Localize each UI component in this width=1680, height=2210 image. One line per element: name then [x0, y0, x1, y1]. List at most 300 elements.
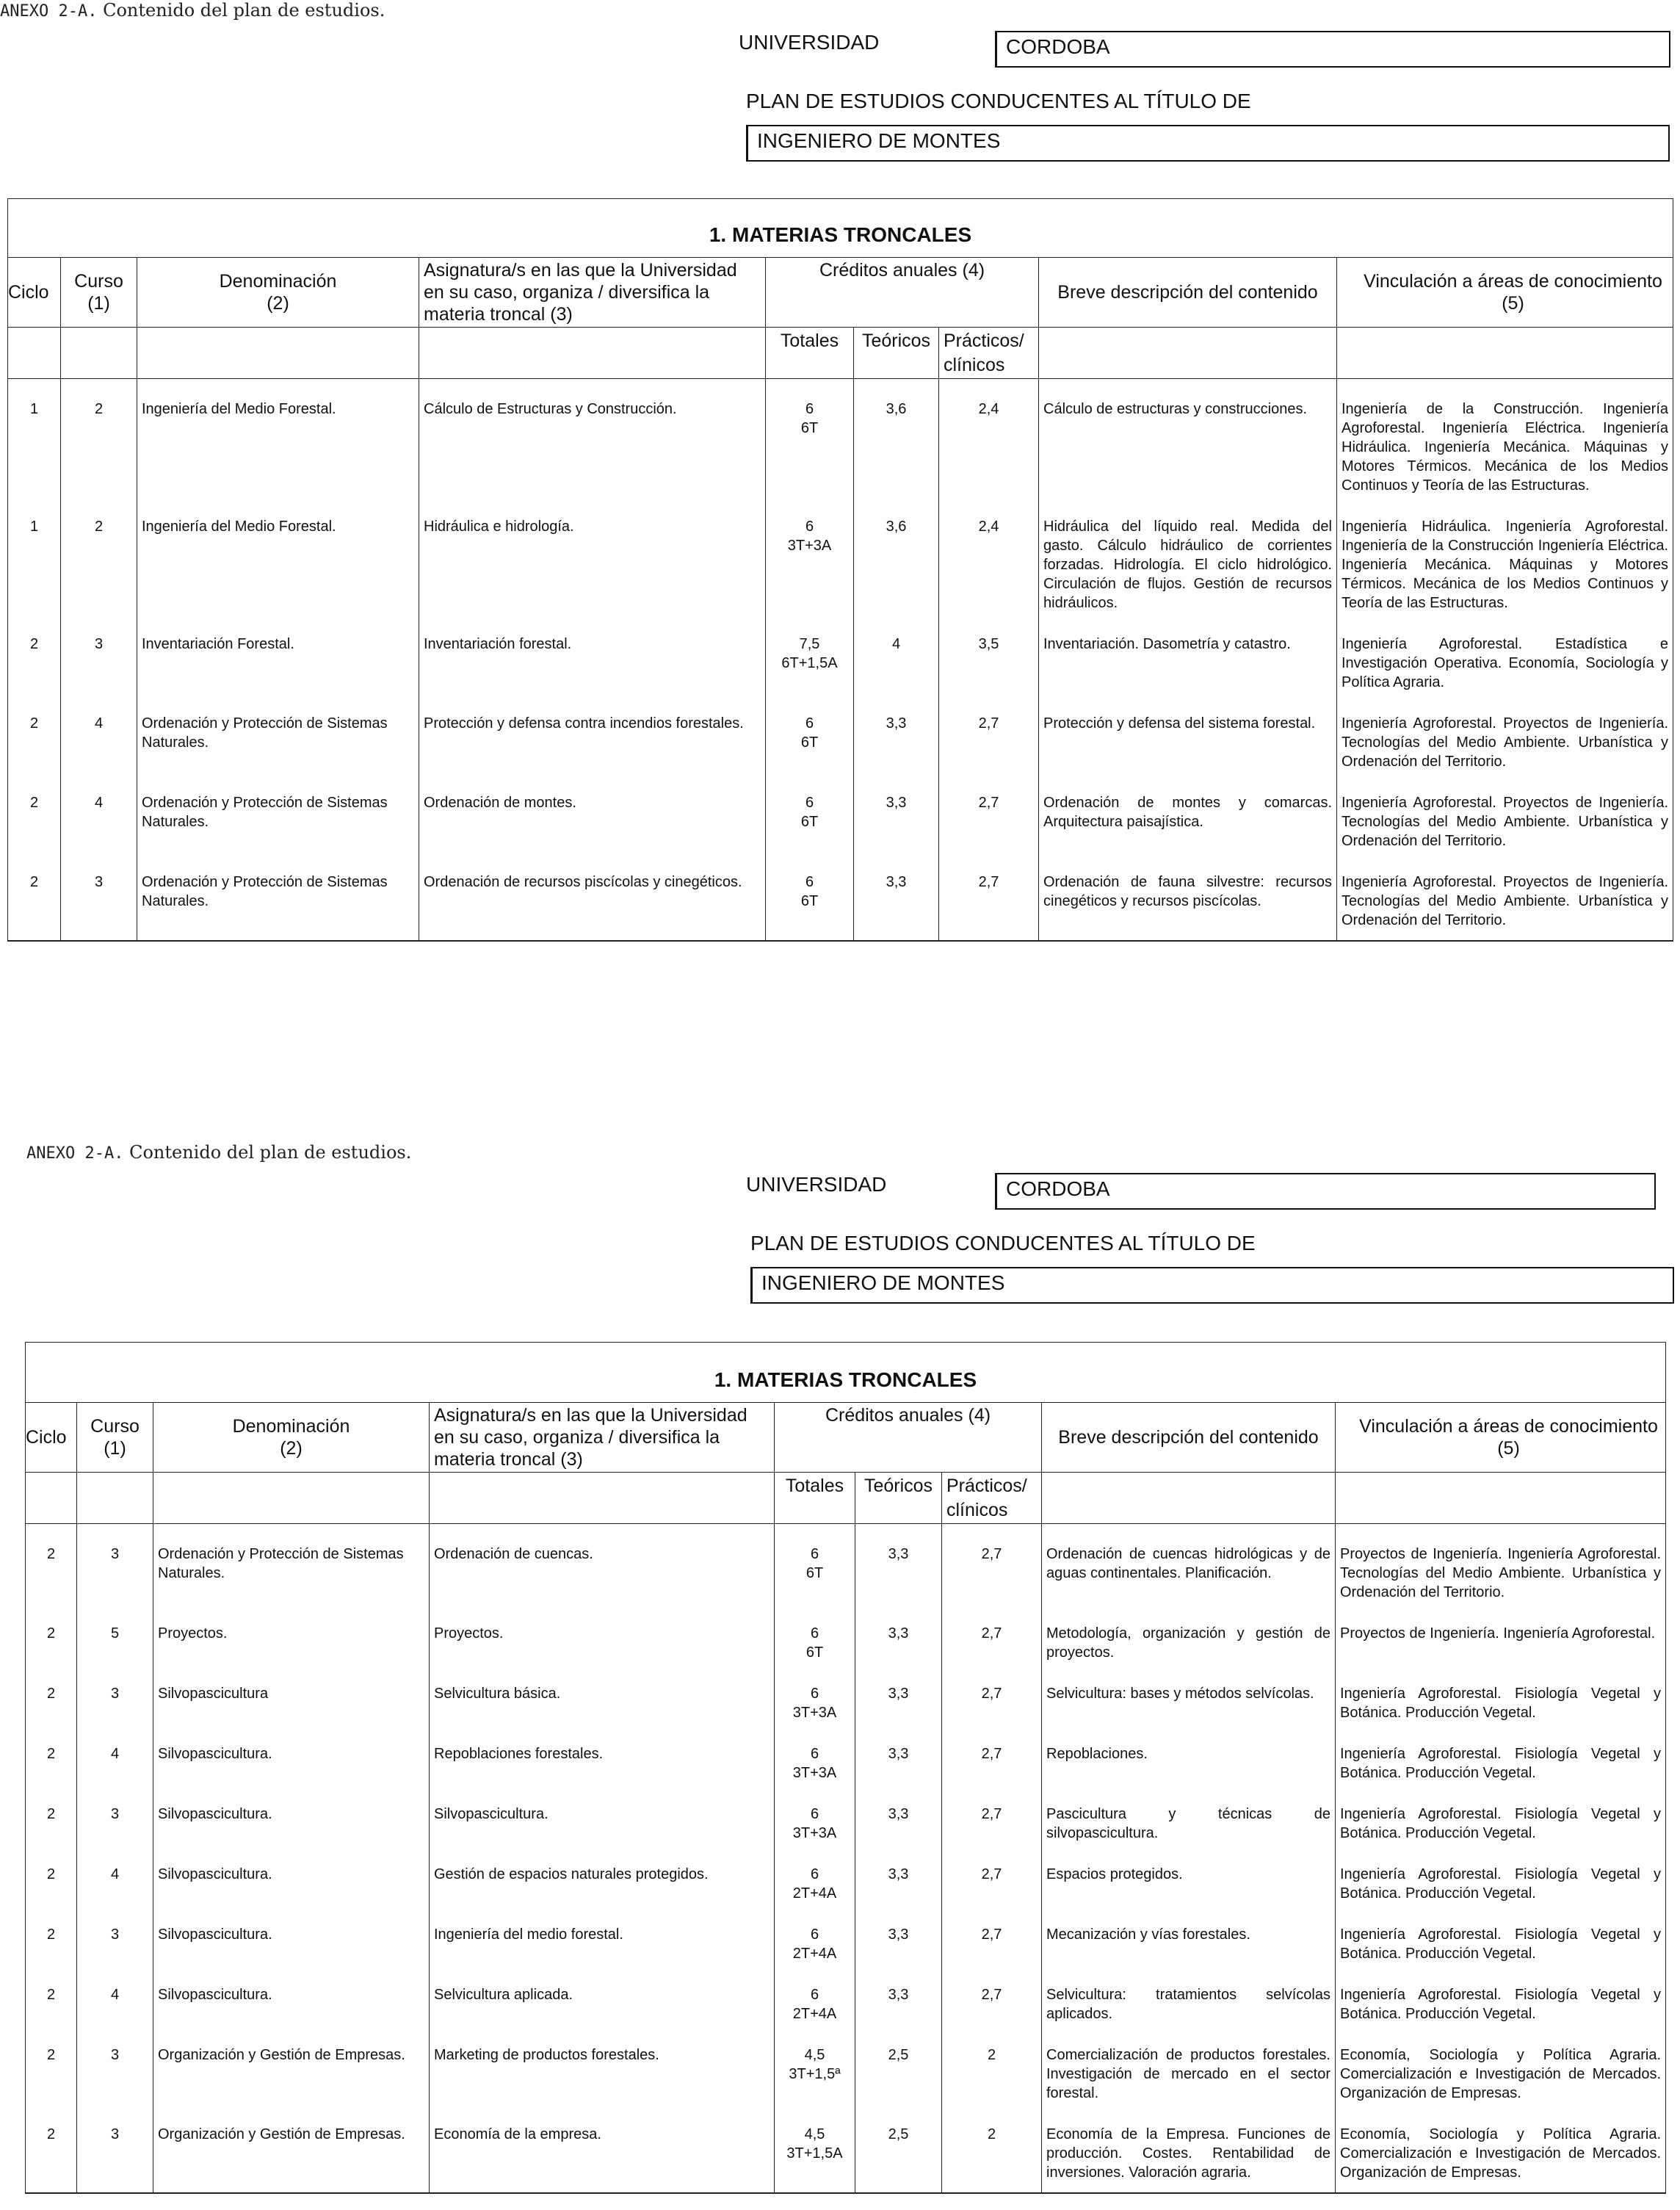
cell-curso [61, 379, 137, 506]
cell-practicos-practicos: 2,7 [981, 1546, 1002, 1562]
table-row [8, 379, 1673, 506]
cell-vinculacion-vinculacion: Ingeniería Agroforestal. Fisiología Vegetal y Botánica. Producción Vegetal. [1340, 1686, 1662, 1721]
cell-ciclo [8, 379, 61, 506]
cell-descripcion [1039, 702, 1337, 781]
cell-asignatura [430, 1733, 775, 1793]
cell-vinculacion [1336, 1672, 1666, 1733]
cell-ciclo [8, 623, 61, 702]
cell-denominacion-denominacion: Organización y Gestión de Empresas. [158, 2126, 405, 2142]
cell-ciclo [8, 505, 61, 623]
universidad-label: UNIVERSIDAD [739, 31, 880, 54]
cell-denominacion [137, 505, 419, 623]
cell-descripcion-descripcion: Espacios protegidos. [1046, 1866, 1183, 1882]
cell-curso-curso: 4 [110, 1866, 120, 1882]
cell-vinculacion [1336, 2034, 1666, 2113]
plan-label: PLAN DE ESTUDIOS CONDUCENTES AL TÍTULO DE [750, 1232, 1256, 1254]
cell-totales [766, 505, 854, 623]
cell-teoricos [855, 1672, 942, 1733]
cell-descripcion [1042, 1672, 1336, 1733]
table-row [8, 781, 1673, 861]
cell-asignatura-asignatura: Ordenación de montes. [424, 795, 576, 811]
cell-descripcion-descripcion: Selvicultura: bases y métodos selvícolas. [1046, 1686, 1314, 1702]
cell-ciclo-ciclo: 2 [46, 1806, 56, 1822]
cell-teoricos [855, 2034, 942, 2113]
cell-vinculacion-vinculacion: Ingeniería Agroforestal. Estadística e Investigación Operativa. Economía, Sociología y Política Agraria. [1342, 636, 1669, 690]
cell-practicos-practicos: 2,4 [978, 519, 999, 535]
cell-vinculacion [1336, 1524, 1666, 1613]
cell-denominacion-denominacion: Silvopascicultura. [158, 1987, 272, 2003]
cell-ciclo-ciclo: 2 [29, 636, 39, 652]
annex-text: Contenido del plan de estudios. [103, 0, 385, 21]
header-practicos: Prácticos/ clínicos [939, 328, 1039, 379]
materias-troncales-table [25, 1342, 1666, 2194]
cell-denominacion-denominacion: Ordenación y Protección de Sistemas Naturales. [158, 1546, 404, 1581]
cell-practicos-practicos: 3,5 [978, 636, 999, 652]
cell-ciclo-ciclo: 2 [46, 1686, 56, 1702]
cell-denominacion-denominacion: Silvopascicultura. [158, 1866, 272, 1882]
cell-ciclo [8, 781, 61, 861]
cell-ciclo [26, 1793, 77, 1853]
cell-ciclo-ciclo: 2 [46, 1546, 56, 1562]
cell-denominacion [153, 1793, 430, 1853]
cell-practicos-practicos: 2,7 [981, 1926, 1002, 1943]
cell-ciclo-ciclo: 2 [29, 874, 39, 890]
cell-descripcion [1039, 505, 1337, 623]
cell-teoricos-teoricos: 3,3 [886, 715, 907, 732]
cell-totales-totales-detail: 6T [805, 1565, 824, 1581]
header-vinculacion: Vinculación a áreas de conocimiento (5) [1337, 258, 1673, 328]
cell-practicos-practicos: 2 [987, 2126, 996, 2142]
cell-descripcion [1042, 1524, 1336, 1613]
cell-denominacion [153, 1733, 430, 1793]
cell-totales-totales: 6 [810, 1926, 819, 1943]
universidad-label: UNIVERSIDAD [746, 1173, 887, 1196]
cell-totales [775, 1672, 855, 1733]
cell-descripcion-descripcion: Ordenación de fauna silvestre: recursos cinegéticos y recursos piscícolas. [1043, 874, 1332, 909]
table-row [26, 1524, 1666, 1613]
cell-denominacion [153, 2113, 430, 2193]
cell-teoricos [854, 623, 939, 702]
cell-totales [775, 2113, 855, 2193]
cell-curso [77, 2034, 153, 2113]
cell-practicos-practicos: 2,7 [978, 715, 999, 732]
cell-practicos-practicos: 2,7 [981, 1866, 1002, 1882]
cell-practicos-practicos: 2,7 [978, 795, 999, 811]
cell-curso [77, 2113, 153, 2193]
table-row [26, 1793, 1666, 1853]
cell-descripcion-descripcion: Metodología, organización y gestión de proyectos. [1046, 1625, 1330, 1661]
cell-denominacion-denominacion: Inventariación Forestal. [142, 636, 294, 652]
cell-practicos [939, 623, 1039, 702]
header-curso: Curso (1) [77, 1403, 153, 1473]
cell-totales-totales: 6 [810, 1546, 819, 1562]
cell-denominacion [137, 379, 419, 506]
cell-teoricos [854, 781, 939, 861]
cell-descripcion [1042, 1612, 1336, 1672]
cell-descripcion-descripcion: Economía de la Empresa. Funciones de producción. Costes. Rentabilidad de inversiones. Valoración agraria. [1046, 2126, 1330, 2181]
cell-totales-totales: 4,5 [804, 2126, 825, 2142]
cell-descripcion [1039, 379, 1337, 506]
cell-ciclo-ciclo: 2 [46, 1866, 56, 1882]
cell-vinculacion-vinculacion: Ingeniería Agroforestal. Proyectos de Ingeniería. Tecnologías del Medio Ambiente. Urbanística y Ordenación del Territorio. [1342, 715, 1669, 770]
cell-asignatura [419, 781, 766, 861]
cell-practicos [942, 1733, 1042, 1793]
cell-asignatura [430, 1672, 775, 1733]
cell-ciclo-ciclo: 2 [46, 1625, 56, 1642]
header-curso: Curso (1) [61, 258, 137, 328]
cell-asignatura [430, 2034, 775, 2113]
cell-teoricos [855, 1524, 942, 1613]
cell-denominacion [153, 1853, 430, 1913]
cell-vinculacion [1337, 623, 1673, 702]
cell-totales-totales-detail: 6T [800, 893, 819, 909]
cell-teoricos [855, 1913, 942, 1974]
cell-ciclo [26, 2034, 77, 2113]
cell-teoricos-teoricos: 4 [891, 636, 901, 652]
cell-practicos [942, 2113, 1042, 2193]
cell-vinculacion-vinculacion: Economía, Sociología y Política Agraria. Comercialización e Investigación de Mercados. Organización de Empresas. [1340, 2126, 1662, 2181]
cell-denominacion-denominacion: Silvopascicultura. [158, 1806, 272, 1822]
cell-asignatura-asignatura: Inventariación forestal. [424, 636, 572, 652]
cell-asignatura-asignatura: Selvicultura básica. [434, 1686, 561, 1702]
cell-descripcion-descripcion: Selvicultura: tratamientos selvícolas aplicados. [1046, 1987, 1330, 2022]
cell-descripcion-descripcion: Comercialización de productos forestales. Investigación de mercado en el sector forestal. [1046, 2047, 1330, 2101]
cell-totales-totales: 6 [805, 874, 814, 890]
cell-descripcion [1039, 861, 1337, 941]
table-row [8, 702, 1673, 781]
cell-practicos-practicos: 2,4 [978, 401, 999, 417]
cell-descripcion [1042, 1793, 1336, 1853]
cell-curso-curso: 3 [110, 1806, 120, 1822]
cell-totales-totales-detail: 6T+1,5A [781, 655, 838, 671]
cell-curso [61, 702, 137, 781]
cell-curso [77, 1672, 153, 1733]
cell-teoricos [855, 1853, 942, 1913]
cell-totales-totales-detail: 3T+1,5A [786, 2145, 843, 2162]
cell-practicos [942, 1524, 1042, 1613]
cell-totales-totales: 6 [810, 1686, 819, 1702]
cell-denominacion [153, 2034, 430, 2113]
cell-totales [775, 1913, 855, 1974]
cell-denominacion-denominacion: Proyectos. [158, 1625, 228, 1642]
cell-asignatura-asignatura: Ordenación de recursos piscícolas y cinegéticos. [424, 874, 742, 890]
cell-asignatura [430, 1974, 775, 2034]
cell-denominacion [153, 1524, 430, 1613]
table-row [8, 623, 1673, 702]
cell-totales-totales: 4,5 [804, 2047, 825, 2063]
cell-curso-curso: 3 [94, 874, 104, 890]
cell-vinculacion-vinculacion: Ingeniería Agroforestal. Proyectos de Ingeniería. Tecnologías del Medio Ambiente. Urbanística y Ordenación del Territorio. [1342, 795, 1669, 849]
table-row [26, 1853, 1666, 1913]
table-row [26, 1974, 1666, 2034]
cell-vinculacion [1336, 1913, 1666, 1974]
cell-asignatura-asignatura: Economía de la empresa. [434, 2126, 601, 2142]
cell-asignatura [430, 1853, 775, 1913]
cell-teoricos [854, 702, 939, 781]
cell-ciclo-ciclo: 2 [29, 795, 39, 811]
cell-curso [77, 1974, 153, 2034]
document-page-1 [0, 0, 1680, 1080]
cell-totales [766, 702, 854, 781]
cell-teoricos-teoricos: 3,6 [886, 519, 907, 535]
cell-asignatura-asignatura: Hidráulica e hidrología. [424, 519, 574, 535]
cell-totales-totales-detail: 2T+4A [792, 1946, 837, 1962]
cell-practicos [942, 1793, 1042, 1853]
cell-teoricos [855, 1733, 942, 1793]
cell-vinculacion [1336, 2113, 1666, 2193]
cell-denominacion-denominacion: Silvopascicultura [158, 1686, 269, 1702]
cell-totales-totales: 6 [810, 1806, 819, 1822]
cell-practicos [942, 1853, 1042, 1913]
cell-totales-totales: 6 [805, 519, 814, 535]
cell-denominacion [137, 781, 419, 861]
cell-asignatura [430, 1524, 775, 1613]
cell-denominacion-denominacion: Ingeniería del Medio Forestal. [142, 519, 336, 535]
cell-practicos-practicos: 2,7 [981, 1987, 1002, 2003]
cell-ciclo [8, 702, 61, 781]
cell-denominacion [153, 1612, 430, 1672]
cell-curso-curso: 4 [94, 715, 104, 732]
cell-vinculacion-vinculacion: Ingeniería de la Construcción. Ingeniería Agroforestal. Ingeniería Eléctrica. Ingeniería Hidráulica. Ingeniería Mecánica. Máquinas y Motores Térmicos. Mecánica de los Medios Continuos y Teoría de las Estructuras. [1342, 401, 1669, 494]
cell-teoricos [855, 1612, 942, 1672]
cell-vinculacion [1336, 1793, 1666, 1853]
cell-curso-curso: 3 [110, 2047, 120, 2063]
cell-asignatura [419, 379, 766, 506]
cell-curso-curso: 4 [94, 795, 104, 811]
materias-troncales-table [7, 198, 1673, 942]
cell-ciclo [26, 1612, 77, 1672]
cell-curso-curso: 2 [94, 519, 104, 535]
cell-totales-totales-detail: 3T+1,5ª [789, 2066, 841, 2082]
cell-totales-totales-detail: 6T [800, 420, 819, 436]
cell-teoricos-teoricos: 3,3 [886, 874, 907, 890]
cell-asignatura-asignatura: Cálculo de Estructuras y Construcción. [424, 401, 677, 417]
cell-vinculacion-vinculacion: Ingeniería Agroforestal. Proyectos de Ingeniería. Tecnologías del Medio Ambiente. Urbanística y Ordenación del Territorio. [1342, 874, 1669, 928]
cell-descripcion [1042, 1974, 1336, 2034]
cell-totales [775, 1733, 855, 1793]
cell-asignatura [419, 861, 766, 941]
table-row [26, 1733, 1666, 1793]
cell-curso-curso: 4 [110, 1987, 120, 2003]
cell-vinculacion-vinculacion: Proyectos de Ingeniería. Ingeniería Agroforestal. Tecnologías del Medio Ambiente. Urbanística y Ordenación del Territorio. [1340, 1546, 1662, 1600]
cell-teoricos-teoricos: 2,5 [888, 2047, 909, 2063]
cell-ciclo [8, 861, 61, 941]
cell-ciclo-ciclo: 2 [29, 715, 39, 732]
cell-curso [77, 1913, 153, 1974]
cell-ciclo [26, 1974, 77, 2034]
annex-heading [0, 0, 385, 21]
cell-denominacion [153, 1974, 430, 2034]
cell-teoricos-teoricos: 3,3 [888, 1746, 909, 1762]
cell-teoricos-teoricos: 3,3 [888, 1686, 909, 1702]
cell-denominacion [137, 861, 419, 941]
cell-curso [77, 1793, 153, 1853]
header-creditos: Créditos anuales (4) [775, 1403, 1042, 1473]
cell-descripcion [1042, 2034, 1336, 2113]
cell-curso-curso: 3 [110, 1926, 120, 1943]
table-row [26, 1672, 1666, 1733]
cell-totales-totales-detail: 2T+4A [792, 1885, 837, 1902]
cell-ciclo [26, 1672, 77, 1733]
cell-denominacion-denominacion: Ingeniería del Medio Forestal. [142, 401, 336, 417]
cell-descripcion-descripcion: Protección y defensa del sistema forestal. [1043, 715, 1316, 732]
cell-practicos-practicos: 2,7 [981, 1806, 1002, 1822]
cell-descripcion-descripcion: Inventariación. Dasometría y catastro. [1043, 636, 1291, 652]
cell-asignatura-asignatura: Gestión de espacios naturales protegidos. [434, 1866, 709, 1882]
plan-label: PLAN DE ESTUDIOS CONDUCENTES AL TÍTULO DE [746, 90, 1251, 112]
cell-denominacion-denominacion: Organización y Gestión de Empresas. [158, 2047, 405, 2063]
cell-asignatura-asignatura: Ordenación de cuencas. [434, 1546, 593, 1562]
cell-vinculacion [1336, 1733, 1666, 1793]
header-creditos: Créditos anuales (4) [766, 258, 1039, 328]
cell-ciclo-ciclo: 1 [29, 519, 39, 535]
document-page-2 [0, 1142, 1680, 2210]
header-descripcion: Breve descripción del contenido [1039, 258, 1337, 328]
cell-teoricos-teoricos: 3,3 [888, 1806, 909, 1822]
cell-teoricos [854, 505, 939, 623]
cell-totales-totales: 6 [810, 1987, 819, 2003]
cell-descripcion [1042, 1733, 1336, 1793]
cell-totales-totales: 6 [810, 1866, 819, 1882]
cell-teoricos-teoricos: 3,3 [888, 1546, 909, 1562]
header-asignatura: Asignatura/s en las que la Universidad en su caso, organiza / diversifica la materia troncal (3) [419, 258, 766, 328]
cell-practicos [942, 2034, 1042, 2113]
cell-practicos-practicos: 2,7 [978, 874, 999, 890]
cell-asignatura [430, 1913, 775, 1974]
section-title: 1. MATERIAS TRONCALES [26, 1343, 1666, 1403]
header-teoricos: Teóricos [855, 1473, 942, 1524]
cell-totales [766, 781, 854, 861]
cell-teoricos-teoricos: 3,3 [888, 1987, 909, 2003]
cell-vinculacion [1337, 379, 1673, 506]
cell-asignatura [430, 1793, 775, 1853]
cell-totales-totales: 6 [810, 1746, 819, 1762]
table-row [8, 861, 1673, 941]
header-descripcion: Breve descripción del contenido [1042, 1403, 1336, 1473]
cell-asignatura-asignatura: Marketing de productos forestales. [434, 2047, 659, 2063]
cell-vinculacion-vinculacion: Ingeniería Agroforestal. Fisiología Vegetal y Botánica. Producción Vegetal. [1340, 1926, 1662, 1962]
cell-asignatura-asignatura: Ingeniería del medio forestal. [434, 1926, 623, 1943]
header-asignatura: Asignatura/s en las que la Universidad en su caso, organiza / diversifica la materia troncal (3) [430, 1403, 775, 1473]
header-ciclo: Ciclo [8, 258, 61, 328]
cell-curso [77, 1524, 153, 1613]
cell-practicos [939, 861, 1039, 941]
cell-asignatura [419, 702, 766, 781]
annex-text: Contenido del plan de estudios. [129, 1142, 412, 1163]
cell-totales-totales: 6 [805, 795, 814, 811]
cell-descripcion [1042, 2113, 1336, 2193]
cell-totales [775, 1612, 855, 1672]
cell-denominacion [153, 1672, 430, 1733]
cell-descripcion-descripcion: Pascicultura y técnicas de silvopascicultura. [1046, 1806, 1330, 1841]
cell-asignatura-asignatura: Repoblaciones forestales. [434, 1746, 604, 1762]
cell-vinculacion [1337, 702, 1673, 781]
header-ciclo: Ciclo [26, 1403, 77, 1473]
annex-code: ANEXO 2-A. [0, 2, 98, 21]
cell-teoricos-teoricos: 3,6 [886, 401, 907, 417]
annex-heading [26, 1142, 411, 1163]
cell-totales [766, 861, 854, 941]
cell-curso-curso: 3 [110, 1546, 120, 1562]
cell-ciclo-ciclo: 2 [46, 1746, 56, 1762]
cell-denominacion-denominacion: Silvopascicultura. [158, 1926, 272, 1943]
cell-totales [775, 1974, 855, 2034]
cell-ciclo-ciclo: 2 [46, 1926, 56, 1943]
cell-teoricos [855, 1793, 942, 1853]
cell-vinculacion-vinculacion: Ingeniería Agroforestal. Fisiología Vegetal y Botánica. Producción Vegetal. [1340, 1746, 1662, 1781]
cell-descripcion-descripcion: Ordenación de montes y comarcas. Arquitectura paisajística. [1043, 795, 1332, 830]
cell-totales-totales-detail: 6T [800, 734, 819, 751]
cell-denominacion [137, 623, 419, 702]
cell-vinculacion [1336, 1853, 1666, 1913]
header-vinculacion: Vinculación a áreas de conocimiento (5) [1336, 1403, 1666, 1473]
cell-totales-totales-detail: 6T [805, 1644, 824, 1661]
cell-descripcion-descripcion: Hidráulica del líquido real. Medida del gasto. Cálculo hidráulico de corrientes forzadas. Hidrología. El ciclo hidrológico. Circulación de flujos. Gestión de recursos hidráulicos. [1043, 519, 1332, 611]
cell-curso [77, 1853, 153, 1913]
cell-ciclo-ciclo: 1 [29, 401, 39, 417]
cell-totales-totales-detail: 3T+3A [792, 1705, 837, 1721]
cell-descripcion [1042, 1913, 1336, 1974]
cell-descripcion-descripcion: Ordenación de cuencas hidrológicas y de aguas continentales. Planificación. [1046, 1546, 1330, 1581]
header-practicos: Prácticos/ clínicos [942, 1473, 1042, 1524]
cell-practicos-practicos: 2,7 [981, 1746, 1002, 1762]
cell-teoricos-teoricos: 3,3 [886, 795, 907, 811]
cell-descripcion-descripcion: Cálculo de estructuras y construcciones. [1043, 401, 1308, 417]
section-title: 1. MATERIAS TRONCALES [8, 199, 1673, 258]
cell-denominacion-denominacion: Ordenación y Protección de Sistemas Naturales. [142, 715, 388, 751]
cell-totales [775, 1524, 855, 1613]
cell-ciclo [26, 1853, 77, 1913]
cell-curso-curso: 3 [110, 1686, 120, 1702]
cell-practicos-practicos: 2 [987, 2047, 996, 2063]
cell-asignatura [430, 1612, 775, 1672]
cell-denominacion-denominacion: Silvopascicultura. [158, 1746, 272, 1762]
header-totales: Totales [775, 1473, 855, 1524]
cell-practicos-practicos: 2,7 [981, 1686, 1002, 1702]
cell-teoricos-teoricos: 2,5 [888, 2126, 909, 2142]
cell-practicos [942, 1974, 1042, 2034]
cell-ciclo-ciclo: 2 [46, 1987, 56, 2003]
cell-totales-totales: 6 [805, 401, 814, 417]
cell-asignatura-asignatura: Silvopascicultura. [434, 1806, 548, 1822]
cell-vinculacion [1336, 1974, 1666, 2034]
cell-totales-totales-detail: 6T [800, 814, 819, 830]
cell-curso-curso: 5 [110, 1625, 120, 1642]
cell-asignatura [419, 505, 766, 623]
cell-practicos [939, 781, 1039, 861]
cell-descripcion [1042, 1853, 1336, 1913]
cell-denominacion [153, 1913, 430, 1974]
cell-practicos [942, 1672, 1042, 1733]
cell-asignatura [430, 2113, 775, 2193]
cell-ciclo-ciclo: 2 [46, 2126, 56, 2142]
cell-practicos [939, 379, 1039, 506]
cell-vinculacion-vinculacion: Ingeniería Agroforestal. Fisiología Vegetal y Botánica. Producción Vegetal. [1340, 1866, 1662, 1902]
cell-descripcion [1039, 623, 1337, 702]
cell-vinculacion [1337, 861, 1673, 941]
universidad-value: CORDOBA [995, 31, 1670, 68]
table-row [26, 2034, 1666, 2113]
cell-descripcion-descripcion: Repoblaciones. [1046, 1746, 1148, 1762]
table-row [26, 1913, 1666, 1974]
cell-curso-curso: 4 [110, 1746, 120, 1762]
cell-totales [766, 379, 854, 506]
cell-curso [61, 781, 137, 861]
cell-curso [61, 505, 137, 623]
header-denominacion: Denominación (2) [153, 1403, 430, 1473]
cell-practicos [939, 505, 1039, 623]
cell-practicos [942, 1612, 1042, 1672]
